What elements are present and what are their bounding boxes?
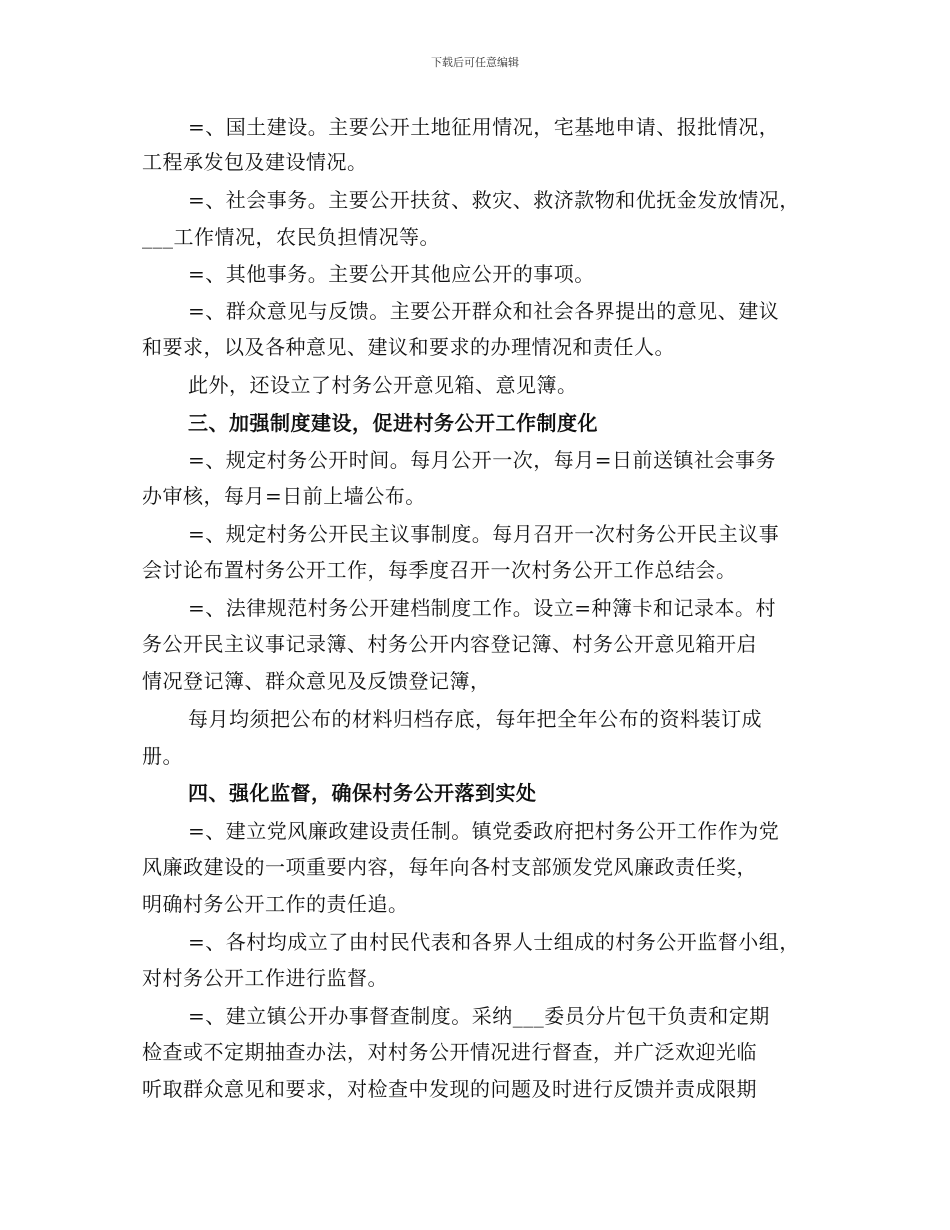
section-heading: 三、加强制度建设，促进村务公开工作制度化	[188, 411, 598, 435]
paragraph-line: 和要求，以及各种意见、建议和要求的办理情况和责任人。	[142, 335, 675, 359]
paragraph-line: 务公开民主议事记录簿、村务公开内容登记簿、村务公开意见箱开启	[142, 632, 757, 656]
paragraph-line: =、群众意见与反馈。主要公开群众和社会各界提出的意见、建议	[188, 299, 780, 323]
paragraph-line: =、建立党风廉政建设责任制。镇党委政府把村务公开工作作为党	[188, 819, 780, 843]
paragraph-line: =、规定村务公开民主议事制度。每月召开一次村务公开民主议事	[188, 522, 780, 546]
paragraph-line: ___工作情况，农民负担情况等。	[142, 225, 440, 249]
paragraph-line: 对村务公开工作进行监督。	[142, 966, 388, 990]
paragraph-line: 工程承发包及建设情况。	[142, 150, 368, 174]
paragraph-line: =、国土建设。主要公开土地征用情况，宅基地申请、报批情况，	[188, 115, 780, 139]
paragraph-line: 会讨论布置村务公开工作，每季度召开一次村务公开工作总结会。	[142, 558, 737, 582]
paragraph-line: 情况登记簿、群众意见及反馈登记簿，	[142, 669, 491, 693]
paragraph-line: 明确村务公开工作的责任追。	[142, 892, 409, 916]
paragraph-line: 检查或不定期抽查办法，对村务公开情况进行督查，并广泛欢迎光临	[142, 1040, 757, 1064]
page-header: 下载后可任意编辑	[431, 56, 519, 69]
paragraph-line: 听取群众意见和要求，对检查中发现的问题及时进行反馈并责成限期	[142, 1077, 757, 1101]
paragraph-line: 册。	[142, 744, 183, 768]
paragraph-line: =、各村均成立了由村民代表和各界人士组成的村务公开监督小组，	[188, 930, 800, 954]
paragraph-line: 每月均须把公布的材料归档存底，每年把全年公布的资料装订成	[188, 707, 762, 731]
paragraph-line: =、其他事务。主要公开其他应公开的事项。	[188, 262, 595, 286]
paragraph-line: 办审核，每月=日前上墙公布。	[142, 484, 426, 508]
section-heading: 四、强化监督，确保村务公开落到实处	[188, 781, 537, 805]
paragraph-line: =、社会事务。主要公开扶贫、救灾、救济款物和优抚金发放情况，	[188, 188, 800, 212]
paragraph-line: =、法律规范村务公开建档制度工作。设立=种簿卡和记录本。村	[188, 596, 777, 620]
paragraph-line: 风廉政建设的一项重要内容，每年向各村支部颁发党风廉政责任奖，	[142, 855, 757, 879]
paragraph-line: =、规定村务公开时间。每月公开一次，每月=日前送镇社会事务	[188, 448, 777, 472]
paragraph-line: =、建立镇公开办事督查制度。采纳___委员分片包干负责和定期	[188, 1004, 770, 1028]
paragraph-line: 此外，还设立了村务公开意见箱、意见簿。	[188, 373, 578, 397]
